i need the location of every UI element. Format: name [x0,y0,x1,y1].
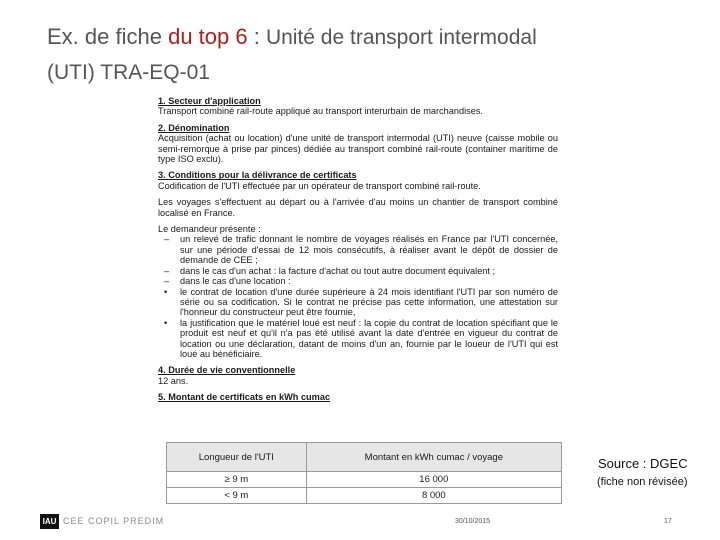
page-number: 17 [664,518,672,525]
title-part-1: Ex. de fiche [47,24,169,49]
table-row [167,472,562,488]
section-1-text: Transport combiné rail-route appliqué au transport interurbain de marchandises. [158,106,483,117]
demandeur-label: Le demandeur présente : [158,224,261,235]
footer-text: CEE COPIL PREDIM [63,516,165,526]
iau-logo: IAU [40,514,59,529]
section-4-heading: 4. Durée de vie conventionnelle [158,365,296,376]
title-part-5: (UTI) TRA-EQ-01 [47,61,210,84]
cumac-table [166,442,562,504]
section-2-heading: 2. Dénomination [158,122,230,133]
title-highlight: du top 6 [168,24,248,49]
list-item: • le contrat de location d'une durée supérieure à 24 mois identifiant l'UTI par son numéro de série ou sa codification. Si le contrat ne précise pas cette information, une attestation sur l'honneur du constructeur peut être fournie, [164,286,558,318]
section-1-heading: 1. Secteur d'application [158,96,261,106]
list-item: – dans le cas d'une location : [164,276,291,287]
section-2-text: Acquisition (achat ou location) d'une unité de transport intermodal (UTI) neuve (caisse mobile ou semi-remorque à prise par pinces) dédiée au transport combiné rail-route (container maritime de type ISO exclu). [158,133,558,165]
table-cell: ≥ 9 m [167,472,307,488]
table-row [167,488,562,504]
demandeur-list [158,234,558,359]
table-header-row [167,443,562,472]
table-header: Montant en kWh cumac / voyage [306,443,561,472]
list-item: – dans le cas d'un achat : la facture d'achat ou tout autre document équivalent ; [164,265,496,276]
title-part-3: : [247,24,266,49]
slide-title [47,20,707,90]
table-cell: 8 000 [306,488,561,504]
list-item: – un relevé de trafic donnant le nombre de voyages réalisés en France par l'UTI concernée, sur une période d'essai de 12 mois consécutifs, à réaliser avant le dépôt de dossier de demande de CEE ; [164,234,558,266]
section-3-heading: 3. Conditions pour la délivrance de certificats [158,170,357,181]
revision-note: (fiche non révisée) [597,476,688,488]
section-4-text: 12 ans. [158,375,189,386]
section-5-heading: 5. Montant de certificats en kWh cumac [158,392,331,403]
section-3-text-2: Les voyages s'effectuent au départ ou à l'arrivée d'au moins un chantier de transport combiné localisé en France. [158,197,558,218]
table-cell: < 9 m [167,488,307,504]
table-header: Longueur de l'UTI [167,443,307,472]
list-item: • la justification que le matériel loué est neuf : la copie du contrat de location spécifiant que le produit est neuf et qu'il n'a pas été utilisé avant la date d'entrée en vigueur du contrat de location ou une déclaration, datant de moins d'un an, fournie par le loueur de l'UTI qui est loué au bénéficiaire. [164,317,558,359]
fiche-document [158,96,558,403]
table-cell: 16 000 [306,472,561,488]
title-part-4: Unité de transport intermodal [265,26,537,49]
source-label: Source : DGEC [598,456,688,471]
footer-date: 30/10/2015 [455,518,491,525]
section-3-text-1: Codification de l'UTI effectuée par un opérateur de transport combiné rail-route. [158,180,481,191]
